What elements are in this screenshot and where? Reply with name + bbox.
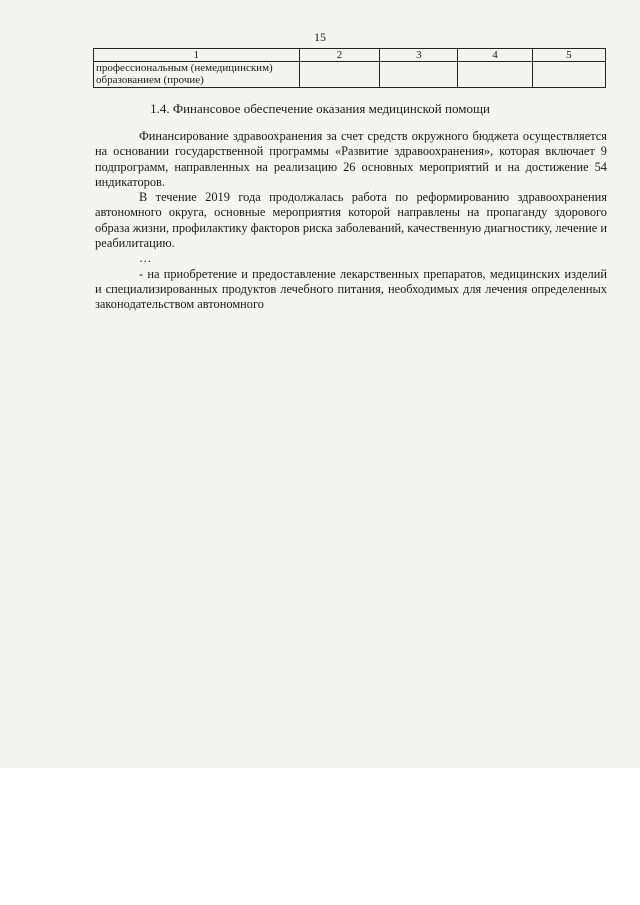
table-header-cell: 5 [532, 49, 605, 62]
table-header-cell: 3 [380, 49, 458, 62]
paragraph-funding-program: Финансирование здравоохранения за счет средств окружного бюджета осуществляется на основании государственной программы «Развитие здравоохранения», которая включает 9 подпрограмм, направленных на реализацию 26 основных мероприятий и на достижение 54 индикаторов. [95, 129, 607, 189]
table-header-cell: 4 [458, 49, 532, 62]
table-cell [532, 62, 605, 88]
table-cell [380, 62, 458, 88]
paragraph-reform-2019: В течение 2019 года продолжалась работа по реформированию здравоохранения автономного округа, основные мероприятия которой направлены на пропаганду здорового образа жизни, профилактику факторов риска заболеваний, качественную диагностику, лечение и реабилитацию. [95, 190, 607, 251]
table-cell: профессиональным (немедицинским) образованием (прочие) [94, 62, 300, 88]
table-cell [299, 62, 380, 88]
table-header-cell: 1 [94, 49, 300, 62]
section-title: 1.4. Финансовое обеспечение оказания медицинской помощи [150, 101, 490, 116]
body-text [95, 124, 607, 313]
table-header-cell: 2 [299, 49, 380, 62]
continued-table [93, 48, 606, 88]
paragraph-elided: … [139, 251, 152, 266]
page-number: 15 [314, 30, 326, 44]
table-cell [458, 62, 532, 88]
table-header-row [94, 49, 606, 62]
table-row [94, 62, 606, 88]
list-item-medicines: - на приобретение и предоставление лекарственных препаратов, медицинских изделий и специализированных продуктов лечебного питания, необходимых для лечения определенных законодательством автономного [95, 266, 607, 312]
